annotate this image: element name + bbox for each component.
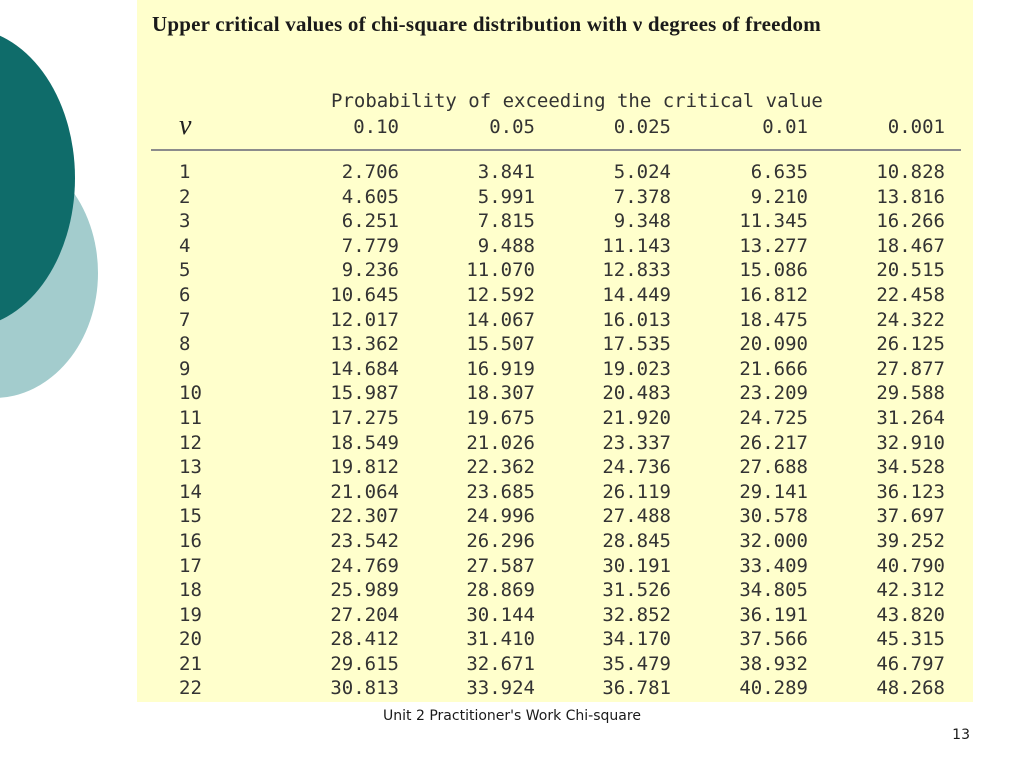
table-row — [137, 209, 973, 234]
critical-value-cell: 20.515 — [876, 259, 945, 282]
table-row — [137, 603, 973, 628]
critical-value-cell: 4.605 — [341, 185, 399, 208]
critical-value-cell: 11.143 — [602, 234, 671, 257]
critical-value-cell: 16.013 — [602, 308, 671, 331]
critical-value-cell: 34.170 — [602, 628, 671, 651]
critical-value-cell: 23.685 — [466, 480, 535, 503]
critical-value-cell: 27.587 — [466, 554, 535, 577]
critical-value-cell: 39.252 — [876, 529, 945, 552]
column-header-0.001: 0.001 — [887, 116, 945, 138]
critical-value-cell: 21.666 — [739, 357, 808, 380]
critical-value-cell: 15.987 — [330, 382, 399, 405]
critical-value-cell: 29.141 — [739, 480, 808, 503]
critical-value-cell: 16.812 — [739, 283, 808, 306]
df-cell: 21 — [179, 652, 202, 675]
df-cell: 8 — [179, 333, 191, 356]
critical-value-cell: 33.409 — [739, 554, 808, 577]
critical-value-cell: 23.209 — [739, 382, 808, 405]
critical-value-cell: 18.307 — [466, 382, 535, 405]
critical-value-cell: 19.675 — [466, 406, 535, 429]
critical-value-cell: 48.268 — [876, 677, 945, 700]
critical-value-cell: 11.345 — [739, 210, 808, 233]
critical-value-cell: 15.086 — [739, 259, 808, 282]
critical-value-cell: 45.315 — [876, 628, 945, 651]
critical-value-cell: 37.697 — [876, 505, 945, 528]
table-row — [137, 308, 973, 333]
df-cell: 2 — [179, 185, 191, 208]
table-row — [137, 406, 973, 431]
critical-value-cell: 24.996 — [466, 505, 535, 528]
critical-value-cell: 31.410 — [466, 628, 535, 651]
critical-value-cell: 10.645 — [330, 283, 399, 306]
df-cell: 4 — [179, 234, 191, 257]
critical-value-cell: 33.924 — [466, 677, 535, 700]
header-divider — [151, 149, 961, 151]
critical-value-cell: 10.828 — [876, 161, 945, 183]
df-cell: 22 — [179, 677, 202, 700]
df-column-header: ν — [179, 110, 192, 141]
df-cell: 18 — [179, 579, 202, 602]
df-cell: 7 — [179, 308, 191, 331]
critical-value-cell: 28.845 — [602, 529, 671, 552]
critical-value-cell: 14.684 — [330, 357, 399, 380]
df-cell: 13 — [179, 456, 202, 479]
critical-value-cell: 38.932 — [739, 652, 808, 675]
critical-value-cell: 24.322 — [876, 308, 945, 331]
critical-value-cell: 24.736 — [602, 456, 671, 479]
critical-value-cell: 17.275 — [330, 406, 399, 429]
table-title: Upper critical values of chi-square distribution with ν degrees of freedom — [152, 12, 821, 36]
df-cell: 9 — [179, 357, 191, 380]
critical-value-cell: 29.588 — [876, 382, 945, 405]
critical-value-cell: 16.266 — [876, 210, 945, 233]
critical-value-cell: 5.024 — [613, 161, 671, 183]
critical-value-cell: 26.217 — [739, 431, 808, 454]
table-row — [137, 455, 973, 480]
df-cell: 11 — [179, 406, 202, 429]
critical-value-cell: 12.017 — [330, 308, 399, 331]
critical-value-cell: 35.479 — [602, 652, 671, 675]
critical-value-cell: 22.458 — [876, 283, 945, 306]
critical-value-cell: 27.488 — [602, 505, 671, 528]
df-cell: 12 — [179, 431, 202, 454]
critical-value-cell: 27.204 — [330, 603, 399, 626]
critical-value-cell: 37.566 — [739, 628, 808, 651]
critical-value-cell: 7.378 — [613, 185, 671, 208]
critical-value-cell: 25.989 — [330, 579, 399, 602]
critical-value-cell: 32.910 — [876, 431, 945, 454]
critical-value-cell: 32.852 — [602, 603, 671, 626]
critical-value-cell: 29.615 — [330, 652, 399, 675]
critical-value-cell: 27.688 — [739, 456, 808, 479]
table-row — [137, 652, 973, 677]
critical-value-cell: 36.191 — [739, 603, 808, 626]
critical-value-cell: 26.119 — [602, 480, 671, 503]
critical-value-cell: 18.467 — [876, 234, 945, 257]
critical-value-cell: 36.123 — [876, 480, 945, 503]
table-row — [137, 160, 973, 185]
table-row — [137, 676, 973, 701]
critical-value-cell: 36.781 — [602, 677, 671, 700]
critical-value-cell: 26.125 — [876, 333, 945, 356]
critical-value-cell: 22.362 — [466, 456, 535, 479]
critical-value-cell: 15.507 — [466, 333, 535, 356]
df-cell: 6 — [179, 283, 191, 306]
critical-value-cell: 13.277 — [739, 234, 808, 257]
table-row — [137, 578, 973, 603]
critical-value-cell: 23.337 — [602, 431, 671, 454]
critical-value-cell: 9.348 — [613, 210, 671, 233]
critical-value-cell: 20.483 — [602, 382, 671, 405]
df-cell: 3 — [179, 210, 191, 233]
table-row — [137, 381, 973, 406]
column-header-0.01: 0.01 — [762, 116, 808, 138]
critical-value-cell: 22.307 — [330, 505, 399, 528]
critical-value-cell: 13.362 — [330, 333, 399, 356]
critical-value-cell: 9.236 — [341, 259, 399, 282]
footer-text: Unit 2 Practitioner's Work Chi-square — [383, 708, 641, 724]
page-number: 13 — [952, 727, 970, 743]
critical-value-cell: 6.251 — [341, 210, 399, 233]
df-cell: 1 — [179, 161, 191, 183]
critical-value-cell: 14.449 — [602, 283, 671, 306]
column-header-0.05: 0.05 — [489, 116, 535, 138]
df-cell: 19 — [179, 603, 202, 626]
table-row — [137, 529, 973, 554]
column-header-0.025: 0.025 — [613, 116, 671, 138]
table-row — [137, 627, 973, 652]
critical-value-cell: 7.815 — [477, 210, 535, 233]
table-row — [137, 332, 973, 357]
critical-value-cell: 18.549 — [330, 431, 399, 454]
critical-value-cell: 42.312 — [876, 579, 945, 602]
critical-value-cell: 19.023 — [602, 357, 671, 380]
critical-value-cell: 46.797 — [876, 652, 945, 675]
critical-value-cell: 40.289 — [739, 677, 808, 700]
table-row — [137, 480, 973, 505]
critical-value-cell: 21.920 — [602, 406, 671, 429]
critical-value-cell: 7.779 — [341, 234, 399, 257]
critical-value-cell: 21.064 — [330, 480, 399, 503]
critical-value-cell: 24.725 — [739, 406, 808, 429]
critical-value-cell: 28.412 — [330, 628, 399, 651]
df-cell: 5 — [179, 259, 191, 282]
critical-value-cell: 30.191 — [602, 554, 671, 577]
critical-value-cell: 14.067 — [466, 308, 535, 331]
critical-value-cell: 32.671 — [466, 652, 535, 675]
table-row — [137, 504, 973, 529]
df-cell: 14 — [179, 480, 202, 503]
critical-value-cell: 32.000 — [739, 529, 808, 552]
critical-value-cell: 27.877 — [876, 357, 945, 380]
critical-value-cell: 23.542 — [330, 529, 399, 552]
table-body — [137, 160, 973, 701]
critical-value-cell: 12.592 — [466, 283, 535, 306]
table-row — [137, 185, 973, 210]
critical-value-cell: 30.578 — [739, 505, 808, 528]
table-row — [137, 431, 973, 456]
chi-square-table — [137, 0, 973, 702]
table-row — [137, 554, 973, 579]
critical-value-cell: 5.991 — [477, 185, 535, 208]
df-cell: 16 — [179, 529, 202, 552]
table-row — [137, 357, 973, 382]
critical-value-cell: 34.528 — [876, 456, 945, 479]
critical-value-cell: 34.805 — [739, 579, 808, 602]
df-cell: 17 — [179, 554, 202, 577]
critical-value-cell: 31.264 — [876, 406, 945, 429]
critical-value-cell: 30.144 — [466, 603, 535, 626]
critical-value-cell: 18.475 — [739, 308, 808, 331]
column-header-0.10: 0.10 — [353, 116, 399, 138]
critical-value-cell: 12.833 — [602, 259, 671, 282]
probability-caption: Probability of exceeding the critical value — [331, 90, 823, 112]
critical-value-cell: 2.706 — [341, 161, 399, 183]
critical-value-cell: 20.090 — [739, 333, 808, 356]
critical-value-cell: 21.026 — [466, 431, 535, 454]
critical-value-cell: 17.535 — [602, 333, 671, 356]
critical-value-cell: 40.790 — [876, 554, 945, 577]
df-cell: 10 — [179, 382, 202, 405]
critical-value-cell: 28.869 — [466, 579, 535, 602]
critical-value-cell: 16.919 — [466, 357, 535, 380]
table-row — [137, 258, 973, 283]
critical-value-cell: 30.813 — [330, 677, 399, 700]
df-cell: 20 — [179, 628, 202, 651]
critical-value-cell: 43.820 — [876, 603, 945, 626]
table-row — [137, 234, 973, 259]
critical-value-cell: 6.635 — [750, 161, 808, 183]
critical-value-cell: 11.070 — [466, 259, 535, 282]
table-row — [137, 283, 973, 308]
df-cell: 15 — [179, 505, 202, 528]
critical-value-cell: 3.841 — [477, 161, 535, 183]
critical-value-cell: 9.210 — [750, 185, 808, 208]
critical-value-cell: 26.296 — [466, 529, 535, 552]
critical-value-cell: 13.816 — [876, 185, 945, 208]
critical-value-cell: 19.812 — [330, 456, 399, 479]
critical-value-cell: 9.488 — [477, 234, 535, 257]
critical-value-cell: 24.769 — [330, 554, 399, 577]
critical-value-cell: 31.526 — [602, 579, 671, 602]
